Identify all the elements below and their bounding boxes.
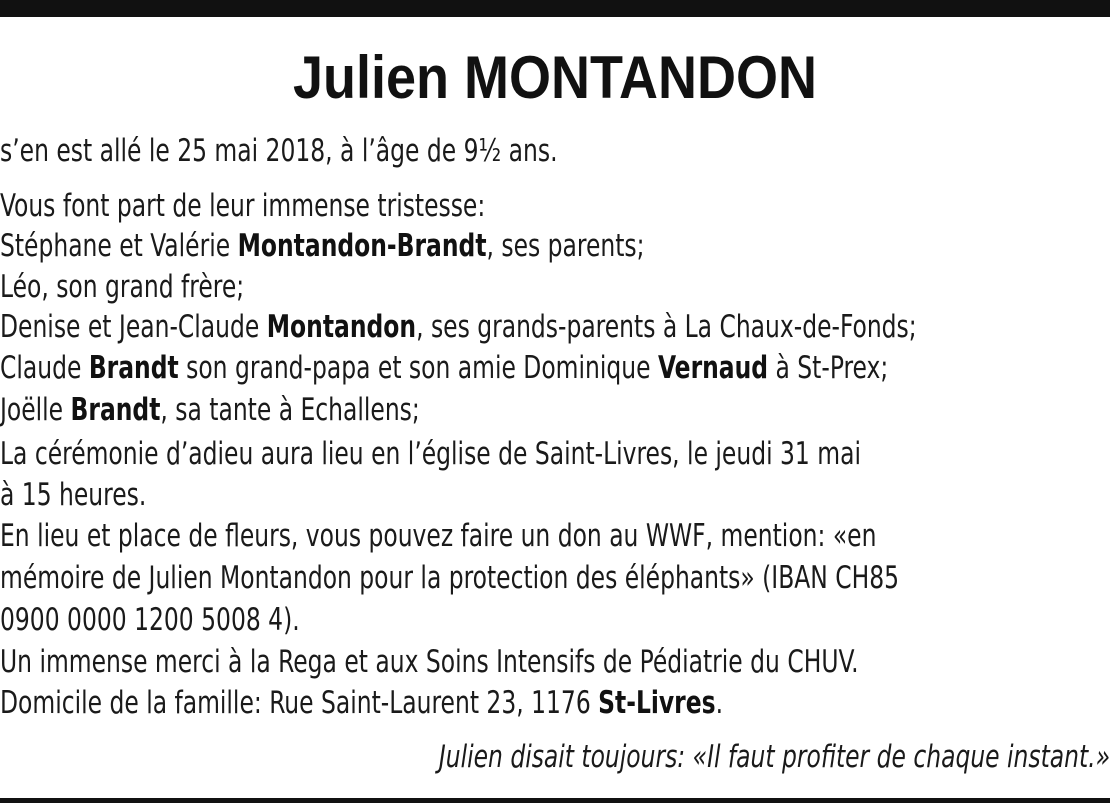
donation-line: 0900 0000 1200 5008 4). (0, 602, 300, 638)
family-text: , sa tante à Echallens; (160, 392, 420, 428)
family-line-aunt (0, 390, 420, 430)
deceased-name: Julien MONTANDON (293, 44, 817, 111)
donation-line: En lieu et place de fleurs, vous pouvez faire un don au WWF, mention: «en (0, 518, 877, 554)
address-text: Domicile de la famille: Rue Saint-Laurent 23, 1176 (0, 685, 599, 721)
family-text: Claude (0, 350, 89, 386)
address-line (0, 683, 723, 723)
ceremony-line: à 15 heures. (0, 477, 147, 513)
announce-line: Vous font part de leur immense tristesse: (0, 188, 486, 224)
intro-line: s’en est allé le 25 mai 2018, à l’âge de 9½ ans. (0, 133, 558, 169)
address-town: St-Livres (598, 685, 716, 721)
family-text: Joëlle (0, 392, 71, 428)
family-text: son grand-papa et son amie Dominique (178, 350, 658, 386)
family-text: à St-Prex; (768, 350, 889, 386)
family-surname: Montandon-Brandt (237, 228, 487, 264)
family-line-grandparents (0, 307, 917, 347)
ceremony-line: La cérémonie d’adieu aura lieu en l’église de Saint-Livres, le jeudi 31 mai (0, 436, 861, 472)
family-text: , ses grands-parents à La Chaux-de-Fonds; (416, 309, 917, 345)
top-rule (0, 0, 1110, 17)
family-line-grandfather (0, 348, 888, 388)
family-text: Léo, son grand frère; (0, 269, 245, 305)
family-surname: Brandt (88, 350, 179, 386)
family-line-brother (0, 267, 244, 307)
address-text: . (715, 685, 724, 721)
family-surname: Brandt (70, 392, 161, 428)
family-surname: Vernaud (657, 350, 769, 386)
bottom-rule (0, 798, 1110, 803)
family-line-parents (0, 226, 645, 266)
family-text: , ses parents; (486, 228, 645, 264)
family-text: Denise et Jean-Claude (0, 309, 267, 345)
family-surname: Montandon (266, 309, 417, 345)
donation-line: mémoire de Julien Montandon pour la protection des éléphants» (IBAN CH85 (0, 560, 900, 596)
thanks-line: Un immense merci à la Rega et aux Soins Intensifs de Pédiatrie du CHUV. (0, 644, 859, 680)
family-text: Stéphane et Valérie (0, 228, 238, 264)
closing-quote: Julien disait toujours: «Il faut profiter de chaque instant.» (438, 739, 1110, 775)
